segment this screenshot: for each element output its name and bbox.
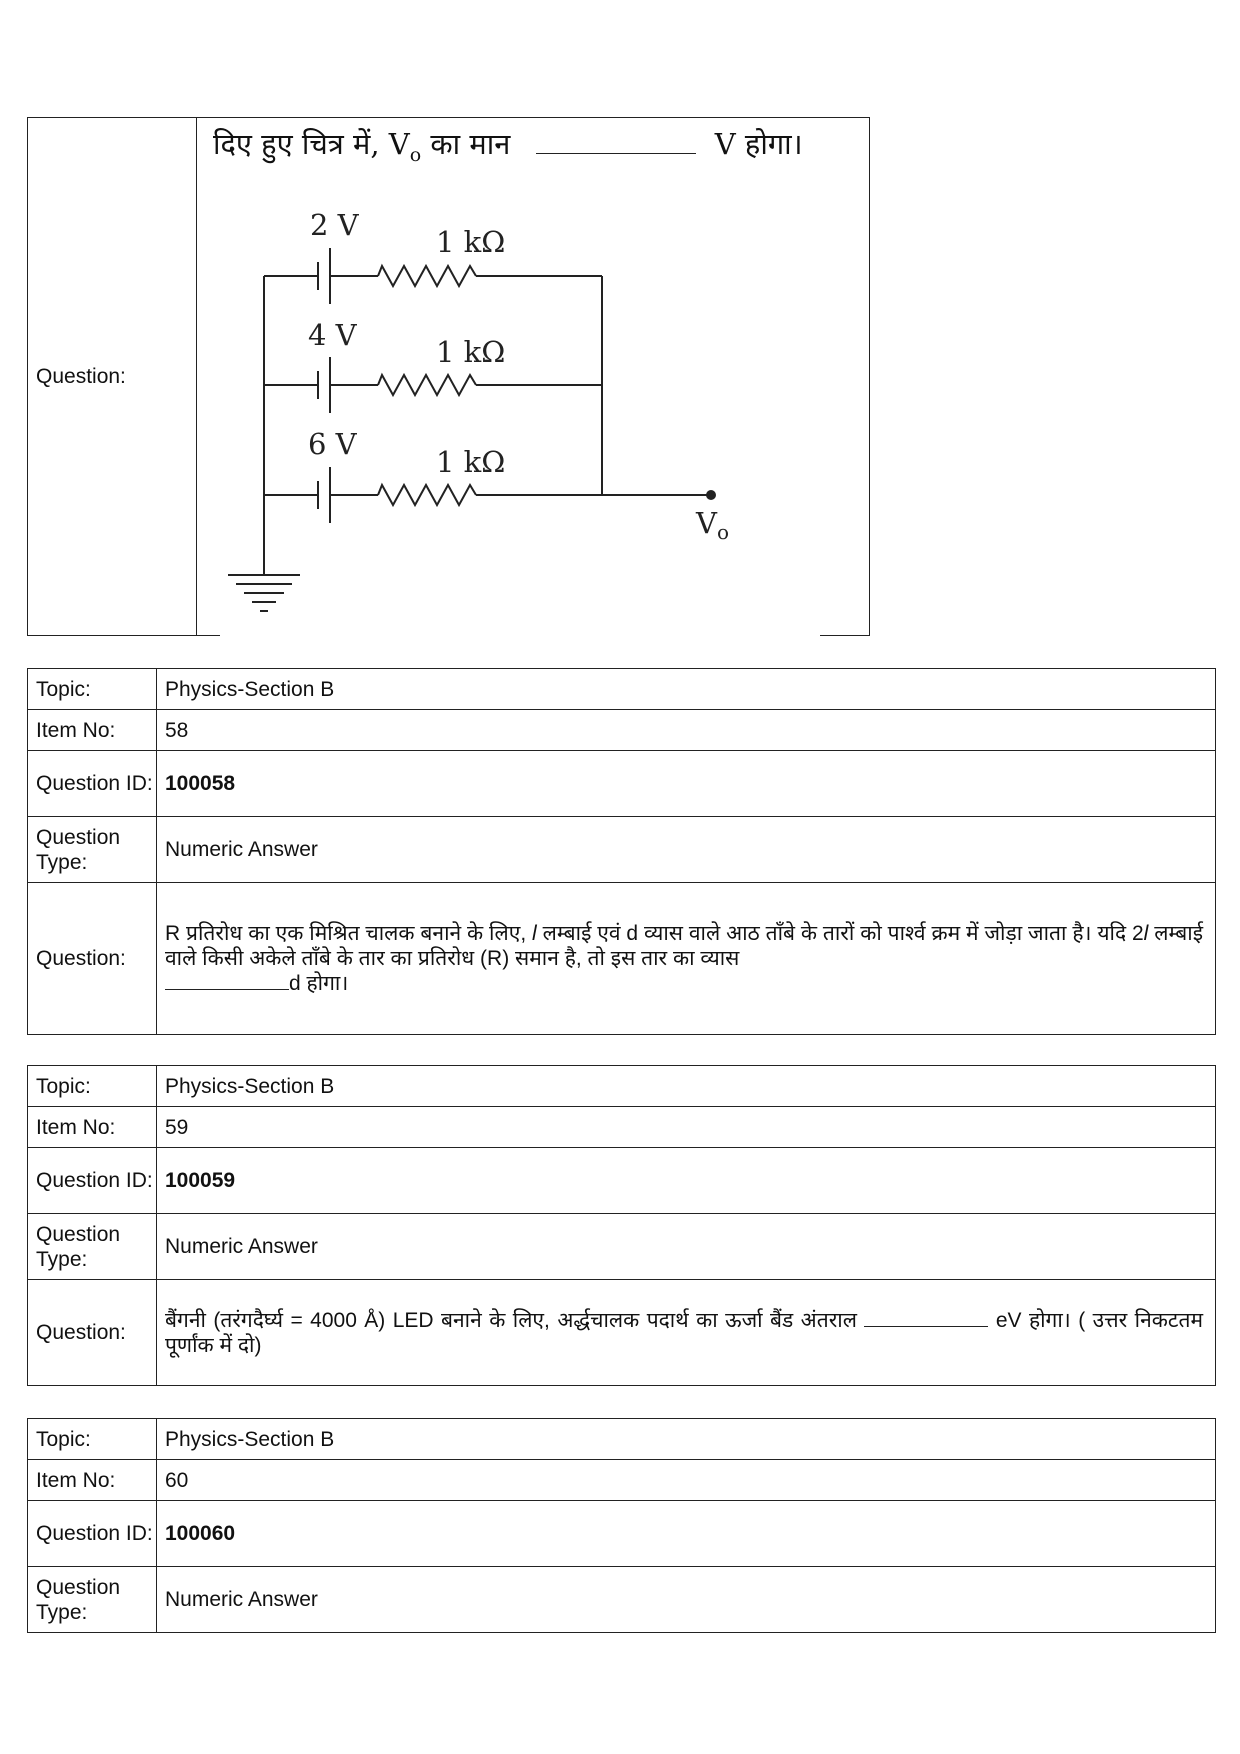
question-type-value: Numeric Answer <box>157 1214 1216 1280</box>
item-no-label: Item No: <box>28 1460 157 1501</box>
question-text: बैंगनी (तरंगदैर्घ्य = 4000 Å) LED बनाने के लिए, अर्द्धचालक पदार्थ का ऊर्जा बैंड अंतराल eV होगा। ( उत्तर निकटतम पूर्णांक में दो) <box>157 1280 1216 1386</box>
question-label: Question: <box>28 118 197 636</box>
output-label: $V_o$ <box>696 506 729 544</box>
question-id-label: Question ID: <box>28 751 157 817</box>
stem-post: V होगा। <box>714 127 803 161</box>
item-no-value: 59 <box>157 1107 1216 1148</box>
question-id-value: 100060 <box>157 1501 1216 1567</box>
question-id-value: 100058 <box>157 751 1216 817</box>
topic-label: Topic: <box>28 669 157 710</box>
question-type-label: Question Type: <box>28 1567 157 1633</box>
item-no-value: 58 <box>157 710 1216 751</box>
topic-label: Topic: <box>28 1066 157 1107</box>
circuit-overlay <box>220 200 820 660</box>
answer-blank <box>536 153 696 154</box>
question-59-table <box>27 1065 1216 1386</box>
question-id-label: Question ID: <box>28 1501 157 1567</box>
output-terminal <box>706 490 716 500</box>
resistor-label-2: 1 kΩ <box>436 335 506 369</box>
question-id-label: Question ID: <box>28 1148 157 1214</box>
item-no-value: 60 <box>157 1460 1216 1501</box>
topic-value: Physics-Section B <box>157 669 1216 710</box>
battery-label-1: 2 V <box>310 208 359 242</box>
answer-blank <box>864 1326 988 1327</box>
item-no-label: Item No: <box>28 710 157 751</box>
question-stem <box>213 127 869 168</box>
topic-value: Physics-Section B <box>157 1066 1216 1107</box>
question-label: Question: <box>28 883 157 1035</box>
answer-blank <box>165 989 289 990</box>
question-type-value: Numeric Answer <box>157 817 1216 883</box>
topic-value: Physics-Section B <box>157 1419 1216 1460</box>
battery-label-2: 4 V <box>308 318 357 352</box>
topic-label: Topic: <box>28 1419 157 1460</box>
question-type-label: Question Type: <box>28 817 157 883</box>
stem-mid: का मान <box>421 127 511 161</box>
question-58-table <box>27 668 1216 1035</box>
question-label: Question: <box>28 1280 157 1386</box>
stem-sub: o <box>409 143 422 166</box>
resistor-label-1: 1 kΩ <box>436 225 506 259</box>
question-text: R प्रतिरोध का एक मिश्रित चालक बनाने के लिए, l लम्बाई एवं d व्यास वाले आठ ताँबे के तारों को पार्श्व क्रम में जोड़ा जाता है। यदि 2l लम्बाई वाले किसी अकेले ताँबे के तार का प्रतिरोध (R) समान है, तो इस तार का व्यास d होगा। <box>157 883 1216 1035</box>
item-no-label: Item No: <box>28 1107 157 1148</box>
resistor-label-3: 1 kΩ <box>436 445 506 479</box>
battery-label-3: 6 V <box>308 427 357 461</box>
stem-pre: दिए हुए चित्र में, V <box>213 127 410 161</box>
question-id-value: 100059 <box>157 1148 1216 1214</box>
question-type-value: Numeric Answer <box>157 1567 1216 1633</box>
question-60-table <box>27 1418 1216 1633</box>
question-type-label: Question Type: <box>28 1214 157 1280</box>
